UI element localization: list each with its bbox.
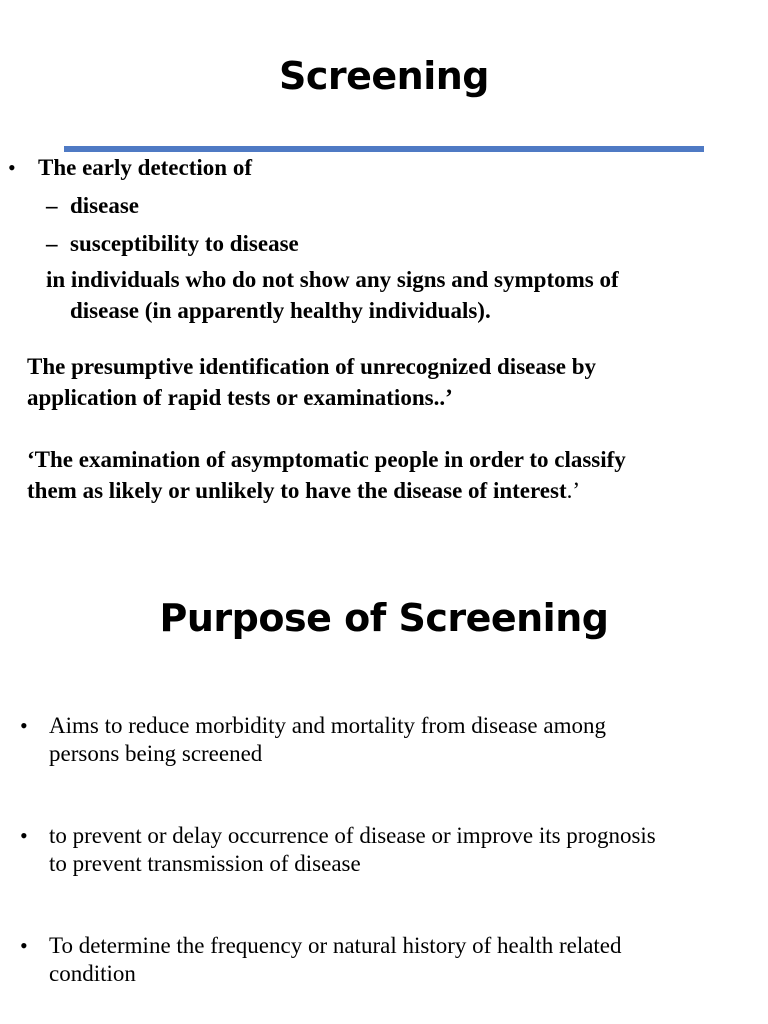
section-title: Purpose of Screening [159, 596, 609, 640]
sub-item: disease [70, 193, 139, 218]
title-underline [64, 146, 704, 152]
continuation-line: in individuals who do not show any signs and symptoms of [46, 267, 619, 292]
bullet-glyph: • [20, 933, 28, 958]
definition-paragraph: The presumptive identification of unrecognized disease by [27, 354, 597, 379]
definition-paragraph: application of rapid tests or examinations..’ [27, 385, 453, 410]
bullet-text: The early detection of [38, 155, 252, 180]
list-item: persons being screened [49, 741, 263, 766]
quote-paragraph [27, 477, 580, 505]
page-title: Screening [278, 54, 489, 98]
list-item: Aims to reduce morbidity and mortality from disease among [49, 713, 606, 738]
bullet-glyph: • [8, 155, 16, 180]
sub-item: susceptibility to disease [70, 231, 299, 256]
quote-paragraph: ‘The examination of asymptomatic people in order to classify [27, 447, 626, 472]
dash-glyph: – [46, 193, 58, 218]
quote-bold-text: them as likely or unlikely to have the disease of interest [27, 478, 567, 503]
quote-tail-text: .’ [566, 478, 581, 503]
list-item: to prevent transmission of disease [49, 851, 361, 876]
dash-glyph: – [46, 231, 58, 256]
list-item: to prevent or delay occurrence of disease or improve its prognosis [49, 823, 656, 848]
list-item: condition [49, 961, 136, 986]
bullet-glyph: • [20, 713, 28, 738]
continuation-line: disease (in apparently healthy individuals). [70, 298, 491, 323]
list-item: To determine the frequency or natural history of health related [49, 933, 622, 958]
bullet-glyph: • [20, 823, 28, 848]
